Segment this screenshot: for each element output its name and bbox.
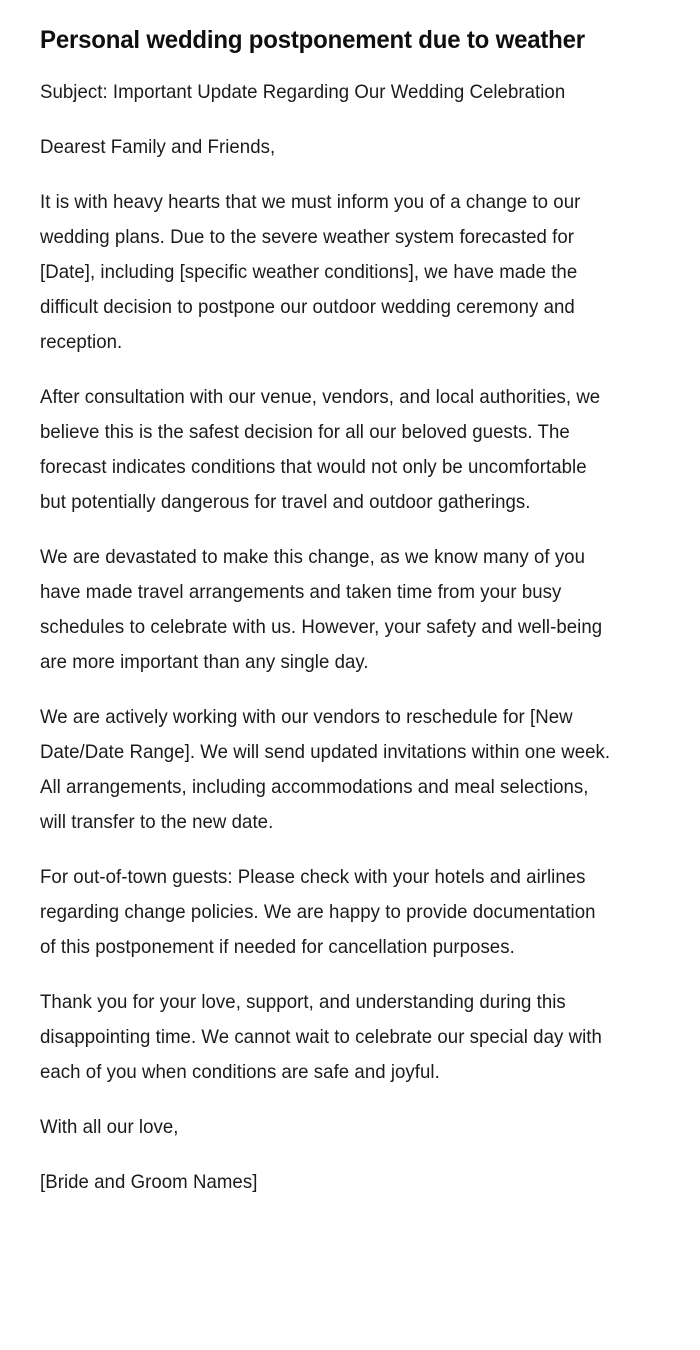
paragraph-consultation: After consultation with our venue, vendors, and local authorities, we believe this is the safest decision for all our beloved guests. The forecast indicates conditions that would not only be uncomfortable but potentially dangerous for travel and outdoor gatherings. xyxy=(40,386,601,513)
document-body xyxy=(40,75,640,1200)
closing: With all our love, xyxy=(40,1116,179,1138)
paragraph-out-of-town-guests: For out-of-town guests: Please check with your hotels and airlines regarding change policies. We are happy to provide documentation of this postponement if needed for cancellation purposes. xyxy=(40,866,596,958)
subject-line: Subject: Important Update Regarding Our Wedding Celebration xyxy=(40,81,566,103)
paragraph-thanks: Thank you for your love, support, and understanding during this disappointing time. We cannot wait to celebrate our special day with each of you when conditions are safe and joyful. xyxy=(40,991,602,1083)
paragraph-apology: We are devastated to make this change, as we know many of you have made travel arrangements and taken time from your busy schedules to celebrate with us. However, your safety and well-being are more important than any single day. xyxy=(40,546,603,673)
paragraph-announcement: It is with heavy hearts that we must inform you of a change to our wedding plans. Due to the severe weather system forecasted for [Date], including [specific weather conditions], we have made the difficult decision to postpone our outdoor wedding ceremony and reception. xyxy=(40,191,581,353)
paragraph-rescheduling: We are actively working with our vendors to reschedule for [New Date/Date Range]. We will send updated invitations within one week. All arrangements, including accommodations and meal selections, will transfer to the new date. xyxy=(40,706,611,833)
signature: [Bride and Groom Names] xyxy=(40,1171,258,1193)
salutation: Dearest Family and Friends, xyxy=(40,136,276,158)
page-title: Personal wedding postponement due to weather xyxy=(40,26,585,54)
